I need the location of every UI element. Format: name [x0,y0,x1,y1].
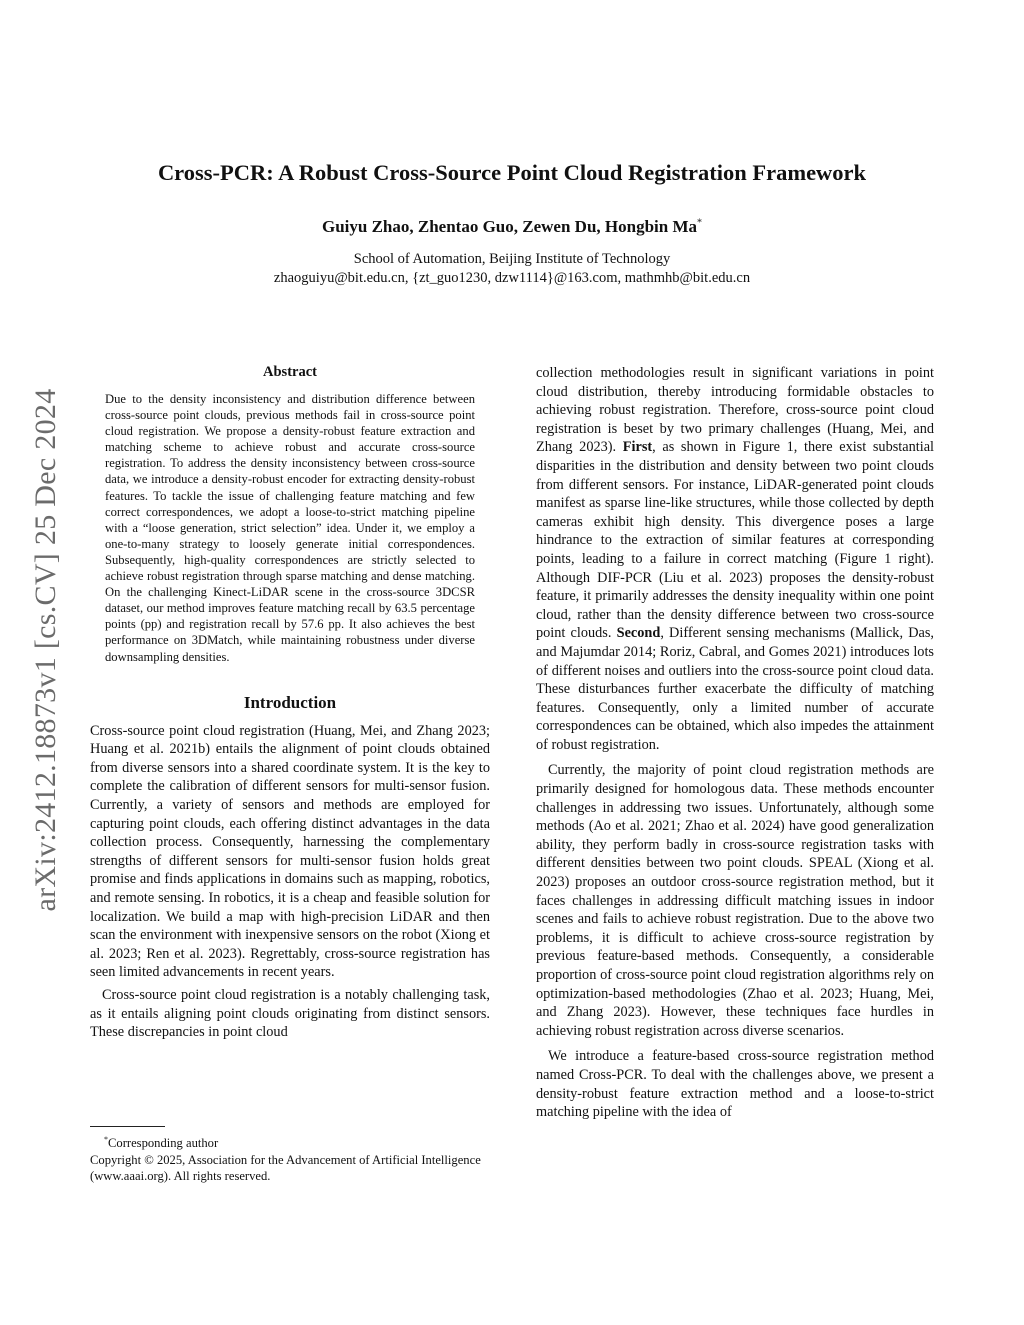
introduction-heading: Introduction [243,692,337,712]
affiliation: School of Automation, Beijing Institute of Technology [353,251,671,267]
abstract-heading: Abstract [263,364,317,380]
introduction-paragraph-2: Cross-source point cloud registration is a notably challenging task, as it entails aligning point clouds originating from distinct sensors. These discrepancies in point cloud [90,986,490,1041]
right-paragraph-2: Currently, the majority of point cloud registration methods are primarily designed for homologous data. These methods encounter challenges in addressing two issues. Unfortunately, although some methods (Ao et al. 2021; Zhao et al. 2024) have good generalization ability, they perform badly in cross-source registration tasks with different densities between two point clouds. SPEAL (Xiong et al. 2023) proposes an outdoor cross-source registration method, but it faces challenges in addressing difficult matching issues in indoor scenes and fails to achieve robust registration. Due to the above two problems, it is difficult to achieve cross-source registration by previous feature-based methods. Consequently, a considerable proportion of cross-source point cloud registration algorithms rely on optimization-based methodologies (Zhao et al. 2023; Huang, Mei, and Zhang 2023). However, these techniques face hurdles in achieving robust registration across diverse scenarios. [536,762,934,1039]
corresponding-author-mark: * [697,217,703,229]
challenge-intro-text: collection methodologies result in significant variations in point cloud distribution, thereby introducing formidable obstacles to achieving robust registration. Therefore, cross-source point cloud registration is beset by two primary challenges (Huang, Mei, and Zhang 2023). [536,365,934,456]
affiliation-block [90,250,934,288]
first-challenge-text: , as shown in Figure 1, there exist substantial disparities in the distribution and density between two point clouds from different sensors. For instance, LiDAR-generated point clouds manifest as sparse line-like structures, while those collected by depth cameras exhibit high density. This divergence poses a large hindrance to the extraction of similar features at corresponding points, leading to a failure in correct matching (Figure 1 right). Although DIF-PCR (Liu et al. 2023) proposes the density-robust feature, it primarily addresses the density inequality within one point cloud, rather than the density difference between two cross-source point clouds. [536,439,935,642]
arxiv-identifier [28,350,64,950]
right-paragraph-1 [536,364,934,754]
abstract-text: Due to the density inconsistency and distribution difference between cross-source point clouds, previous methods fail in cross-source point cloud registration. We propose a density-robust feature extraction and matching scheme to achieve robust and accurate cross-source registration. To address the density inconsistency between cross-source data, we introduce a density-robust encoder for extracting density-robust features. To tackle the issue of challenging feature matching and few correct correspondences, we adopt a loose-to-strict matching pipeline with a “loose generation, strict selection” idea. Under it, we employ a one-to-many strategy to loosely generate initial correspondences. Subsequently, high-quality correspondences are strictly selected to achieve robust registration through sparse matching and dense matching. On the challenging Kinect-LiDAR scene in the cross-source 3DCSR dataset, our method improves feature matching recall by 63.5 percentage points (pp) and registration recall by 57.6 pp. It also achieves the best performance on 3DMatch, while maintaining robustness under diverse downsampling densities. [105,392,475,664]
author-names: Guiyu Zhao, Zhentao Guo, Zewen Du, Hongbin Ma [321,217,698,236]
right-paragraph-3: We introduce a feature-based cross-source registration method named Cross-PCR. To deal with the challenges above, we present a density-robust feature extraction method and a loose-to-strict matching pipeline with the idea of [536,1048,934,1121]
left-column [90,364,490,1042]
introduction-paragraph-1: Cross-source point cloud registration (Huang, Mei, and Zhang 2023; Huang et al. 2021b) entails the alignment of point clouds obtained from diverse sensors into a shared coordinate system. It is the key to complete the calibration of different sensors for multi-sensor fusion. Currently, a variety of sensors and methods are employed for capturing point clouds, each offering distinct advantages in the data collection process. Consequently, harnessing the complementary strengths of different sensors for multi-sensor fusion holds great promise and finds applications in domains such as mapping, robotics, and remote sensing. In robotics, it is a cheap and feasible solution for localization. We build a map with high-precision LiDAR and then scan the environment with inexpensive sensors on the robot (Xiong et al. 2023; Ren et al. 2023). Regrettably, cross-source registration has seen limited advancements in recent years. [90,722,490,981]
right-column [536,364,934,1122]
corresponding-author-note [90,1132,490,1152]
footnote-mark: * [104,1135,108,1144]
corresponding-author-label: Corresponding author [108,1136,219,1151]
paper-title: Cross-PCR: A Robust Cross-Source Point Cloud Registration Framework [157,160,867,185]
copyright-notice: Copyright © 2025, Association for the Advancement of Artificial Intelligence (www.aaai.org). All rights reserved. [90,1152,481,1183]
footnote-rule [90,1126,165,1127]
footnote [90,1126,490,1184]
author-list [90,217,934,237]
arxiv-identifier-text: arXiv:2412.18873v1 [cs.CV] 25 Dec 2024 [29,388,62,912]
second-challenge-text: , Different sensing mechanisms (Mallick, Das, and Majumdar 2014; Roriz, Cabral, and Gomes 2021) introduces lots of different noises and outliers into the cross-source point cloud data. These disturbances further exacerbate the difficulty of matching features. Consequently, only a limited number of accurate correspondences can be obtained, which also impedes the attainment of robust registration. [536,625,934,753]
first-label: First [622,439,653,456]
second-label: Second [616,625,661,642]
author-emails: zhaoguiyu@bit.edu.cn, {zt_guo1230, dzw1114}@163.com, mathmhb@bit.edu.cn [273,270,751,286]
